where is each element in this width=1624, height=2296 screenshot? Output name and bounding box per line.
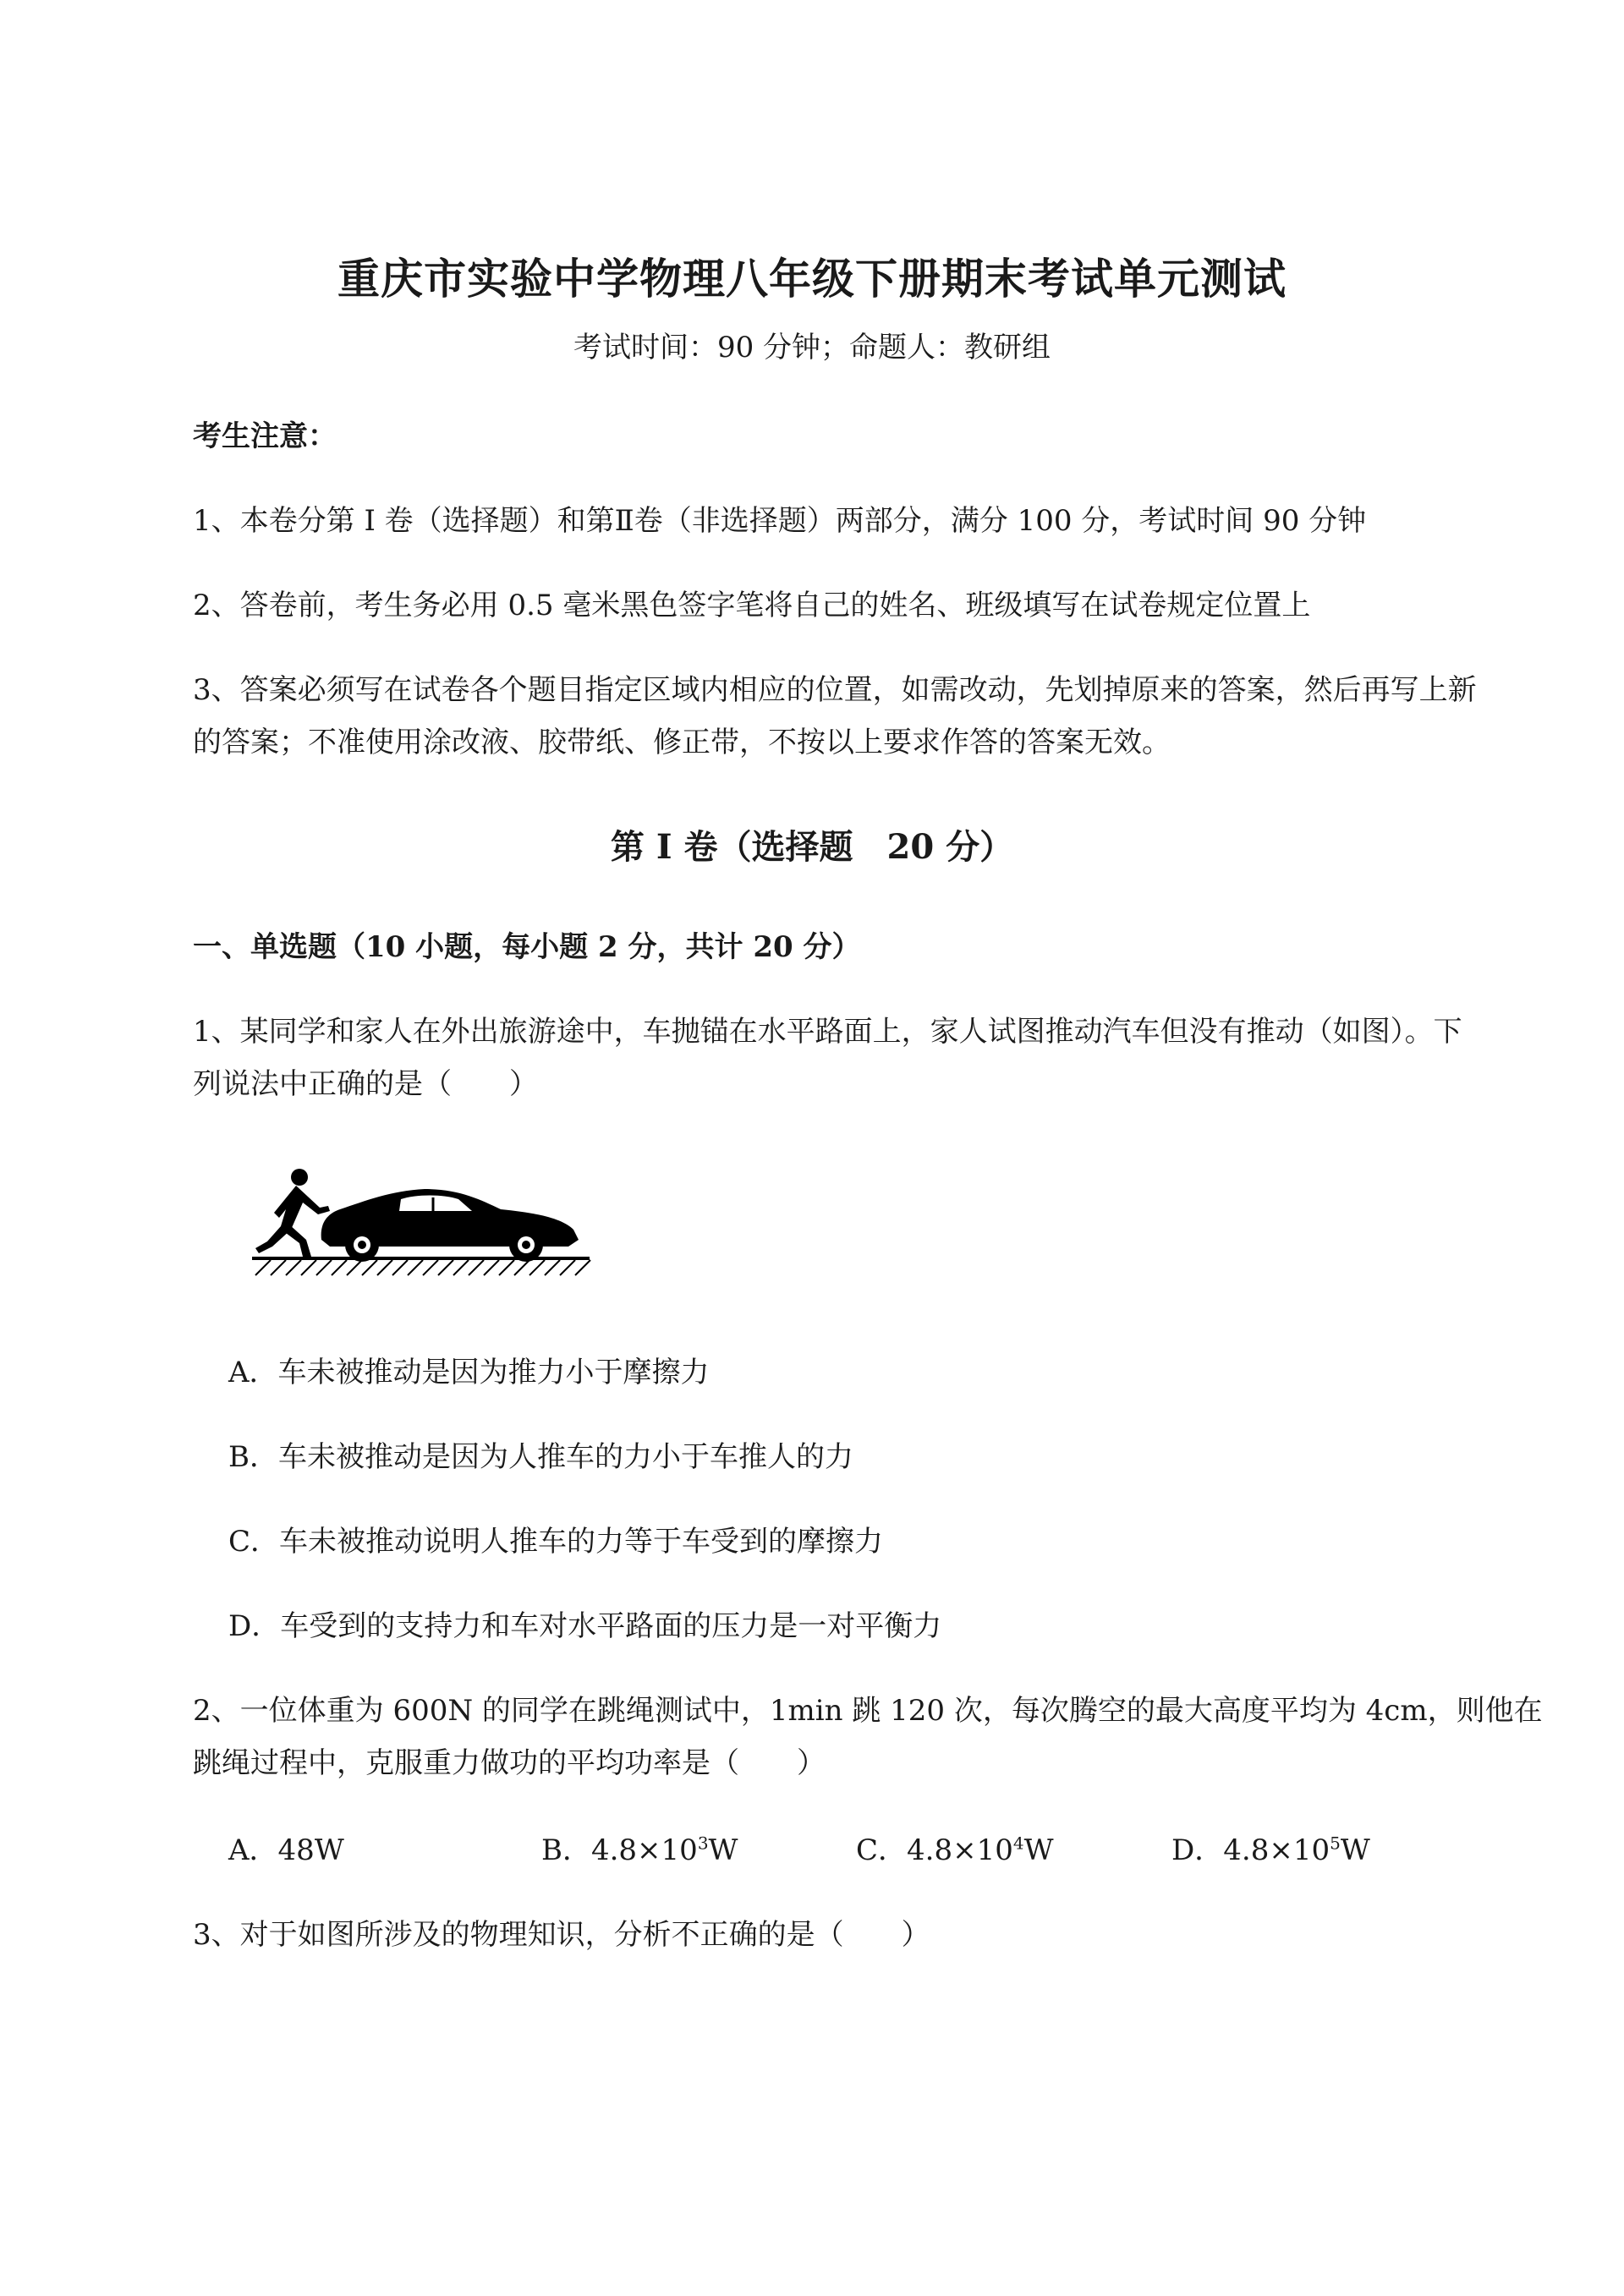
section-title: 第 I 卷（选择题 20 分）	[610, 827, 1014, 867]
q1-option-b: B．车未被推动是因为人推车的力小于车推人的力	[228, 1440, 853, 1474]
exam-title: 重庆市实验中学物理八年级下册期末考试单元测试	[337, 254, 1287, 304]
question-2-line: 2、一位体重为 600N 的同学在跳绳测试中，1min 跳 120 次，每次腾空的最大高度平均为 4cm，则他在	[193, 1694, 1543, 1728]
question-3-line: 3、对于如图所涉及的物理知识，分析不正确的是（ ）	[193, 1918, 930, 1952]
option-text: B．4.8×10	[541, 1833, 698, 1867]
question-2-line: 跳绳过程中，克服重力做功的平均功率是（ ）	[193, 1746, 826, 1780]
exam-subtitle: 考试时间：90 分钟；命题人：教研组	[573, 331, 1051, 364]
unit: W	[708, 1833, 738, 1867]
notice-item: 3、答案必须写在试卷各个题目指定区域内相应的位置，如需改动，先划掉原来的答案，然后再写上新	[193, 673, 1477, 707]
q2-option-d	[1171, 1827, 1370, 1868]
q2-option-a	[228, 1827, 344, 1868]
unit: W	[1340, 1833, 1370, 1867]
option-text: A．48W	[228, 1833, 344, 1867]
q1-option-d: D．车受到的支持力和车对水平路面的压力是一对平衡力	[228, 1609, 942, 1643]
exponent: 3	[697, 1833, 709, 1854]
q2-option-b	[541, 1827, 738, 1868]
notice-item: 1、本卷分第 I 卷（选择题）和第Ⅱ卷（非选择题）两部分，满分 100 分，考试时间 90 分钟	[193, 504, 1367, 538]
option-text: C．4.8×10	[856, 1833, 1013, 1867]
option-text: D．4.8×10	[1171, 1833, 1330, 1867]
notice-item: 的答案；不准使用涂改液、胶带纸、修正带，不按以上要求作答的答案无效。	[193, 726, 1171, 759]
q2-option-c	[856, 1827, 1054, 1868]
part-heading: 一、单选题（10 小题，每小题 2 分，共计 20 分）	[193, 930, 861, 964]
notice-item: 2、答卷前，考生务必用 0.5 毫米黑色签字笔将自己的姓名、班级填写在试卷规定位置上	[193, 589, 1311, 622]
question-1-line: 1、某同学和家人在外出旅游途中，车抛锚在水平路面上，家人试图推动汽车但没有推动（如图）。下	[193, 1015, 1462, 1049]
push-car-figure	[247, 1159, 602, 1285]
question-1-line: 列说法中正确的是（ ）	[193, 1067, 538, 1101]
q1-option-c: C．车未被推动说明人推车的力等于车受到的摩擦力	[228, 1525, 884, 1559]
q1-option-a: A．车未被推动是因为推力小于摩擦力	[228, 1356, 710, 1389]
notice-heading: 考生注意：	[193, 419, 337, 453]
exponent: 4	[1012, 1833, 1024, 1854]
exponent: 5	[1330, 1833, 1341, 1854]
unit: W	[1023, 1833, 1054, 1867]
